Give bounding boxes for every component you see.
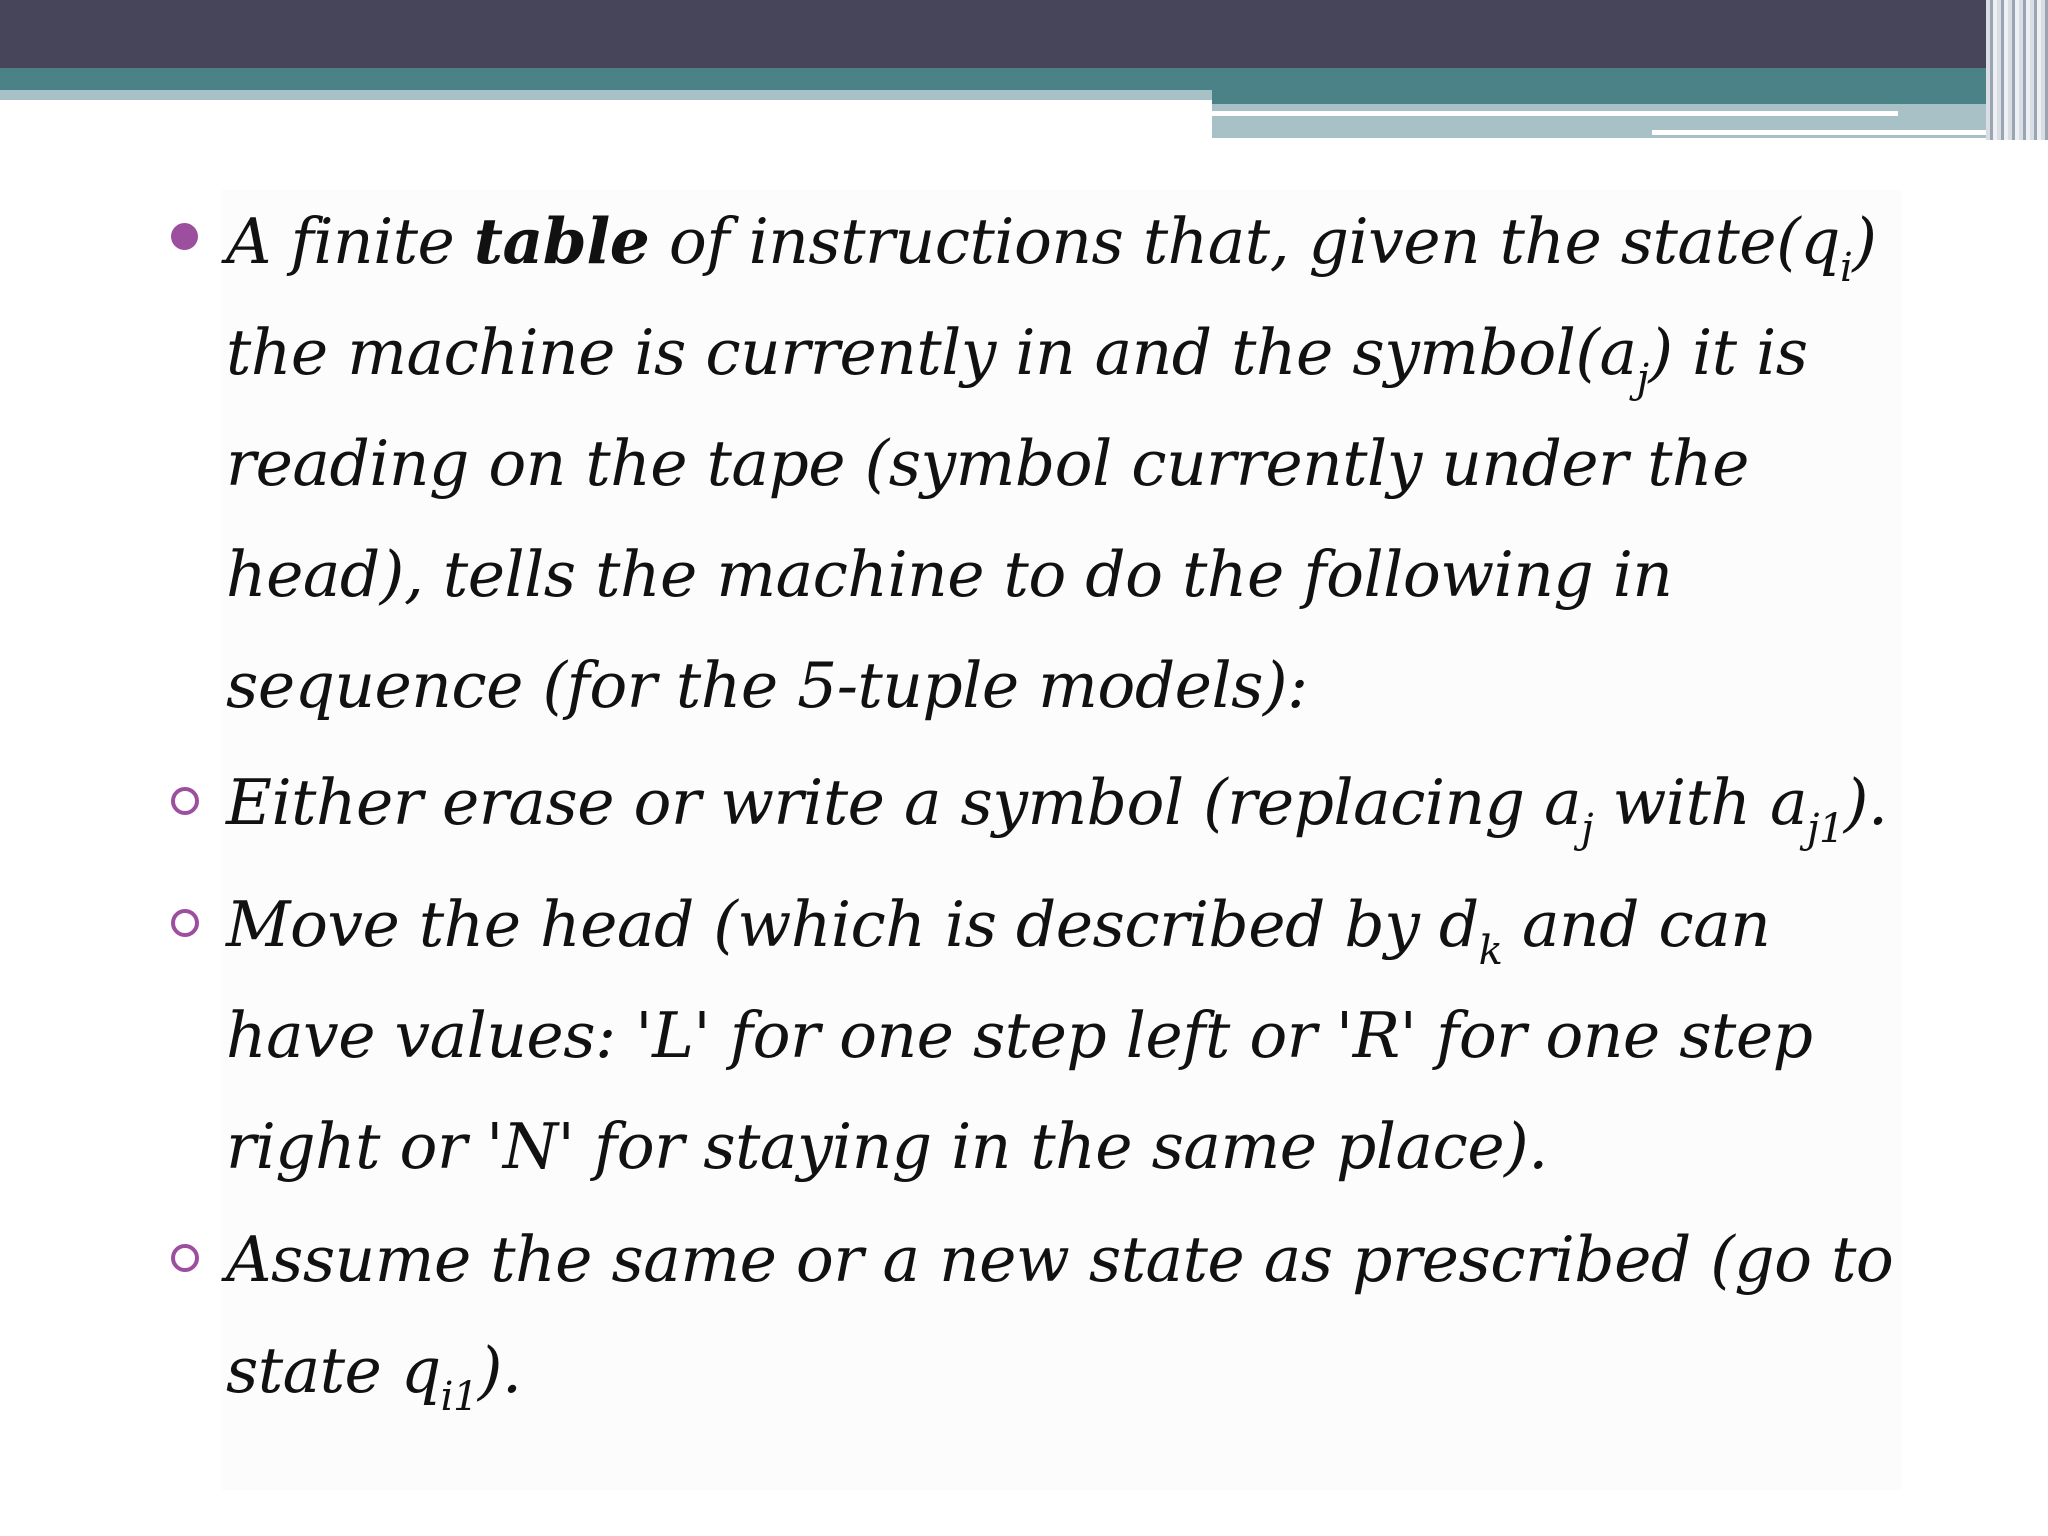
bullet-2-part-c: ). <box>1843 766 1888 839</box>
header-bar-teal-right <box>1212 68 2048 104</box>
bullet-1-part-b: of instructions that, given the state(q <box>649 205 1841 278</box>
bullet-circle-icon <box>171 1244 199 1272</box>
bullet-1-part-a: A finite <box>226 205 474 278</box>
bullet-2-text <box>226 747 1926 858</box>
header-bar-light <box>0 90 1212 100</box>
bullet-1-text <box>226 186 1916 741</box>
bullet-2-sub-2: j1 <box>1807 806 1844 852</box>
header-accent-line <box>1212 111 1898 116</box>
header-bar-teal <box>0 68 1212 90</box>
bullet-3-sub-1: k <box>1478 928 1503 974</box>
bullet-1-part-c: ) the machine is currently in and the symbol(a <box>226 205 1877 389</box>
bullet-4-text <box>226 1204 1926 1426</box>
bullet-4-sub-1: i1 <box>440 1374 478 1420</box>
bullet-circle-icon <box>171 787 199 815</box>
bullet-3-part-b: and can have values: 'L' for one step left or 'R' for one step right or 'N' for staying in the same place). <box>226 888 1813 1183</box>
bullet-4-part-b: ). <box>477 1334 522 1407</box>
bullet-1-sub-2: j <box>1636 356 1649 402</box>
bullet-1-bold: table <box>473 204 650 278</box>
bullet-2-sub-1: j <box>1581 806 1593 852</box>
bullet-4-part-a: Assume the same or a new state as prescribed (go to state q <box>226 1223 1894 1407</box>
header-stripes <box>1986 0 2048 140</box>
bullet-3-part-a: Move the head (which is described by d <box>226 888 1479 961</box>
bullet-1-sub-1: i <box>1840 245 1853 291</box>
bullet-dot-icon <box>171 223 198 250</box>
bullet-2-part-a: Either erase or write a symbol (replacing a <box>226 766 1582 839</box>
bullet-1-part-d: ) it is reading on the tape (symbol currently under the head), tells the machine to do the following in sequence (for the 5-tuple models): <box>226 316 1808 722</box>
bullet-2-part-b: with a <box>1592 766 1808 839</box>
header-bar-dark <box>0 0 2048 68</box>
bullet-3-text <box>226 869 1916 1202</box>
bullet-circle-icon <box>171 909 199 937</box>
